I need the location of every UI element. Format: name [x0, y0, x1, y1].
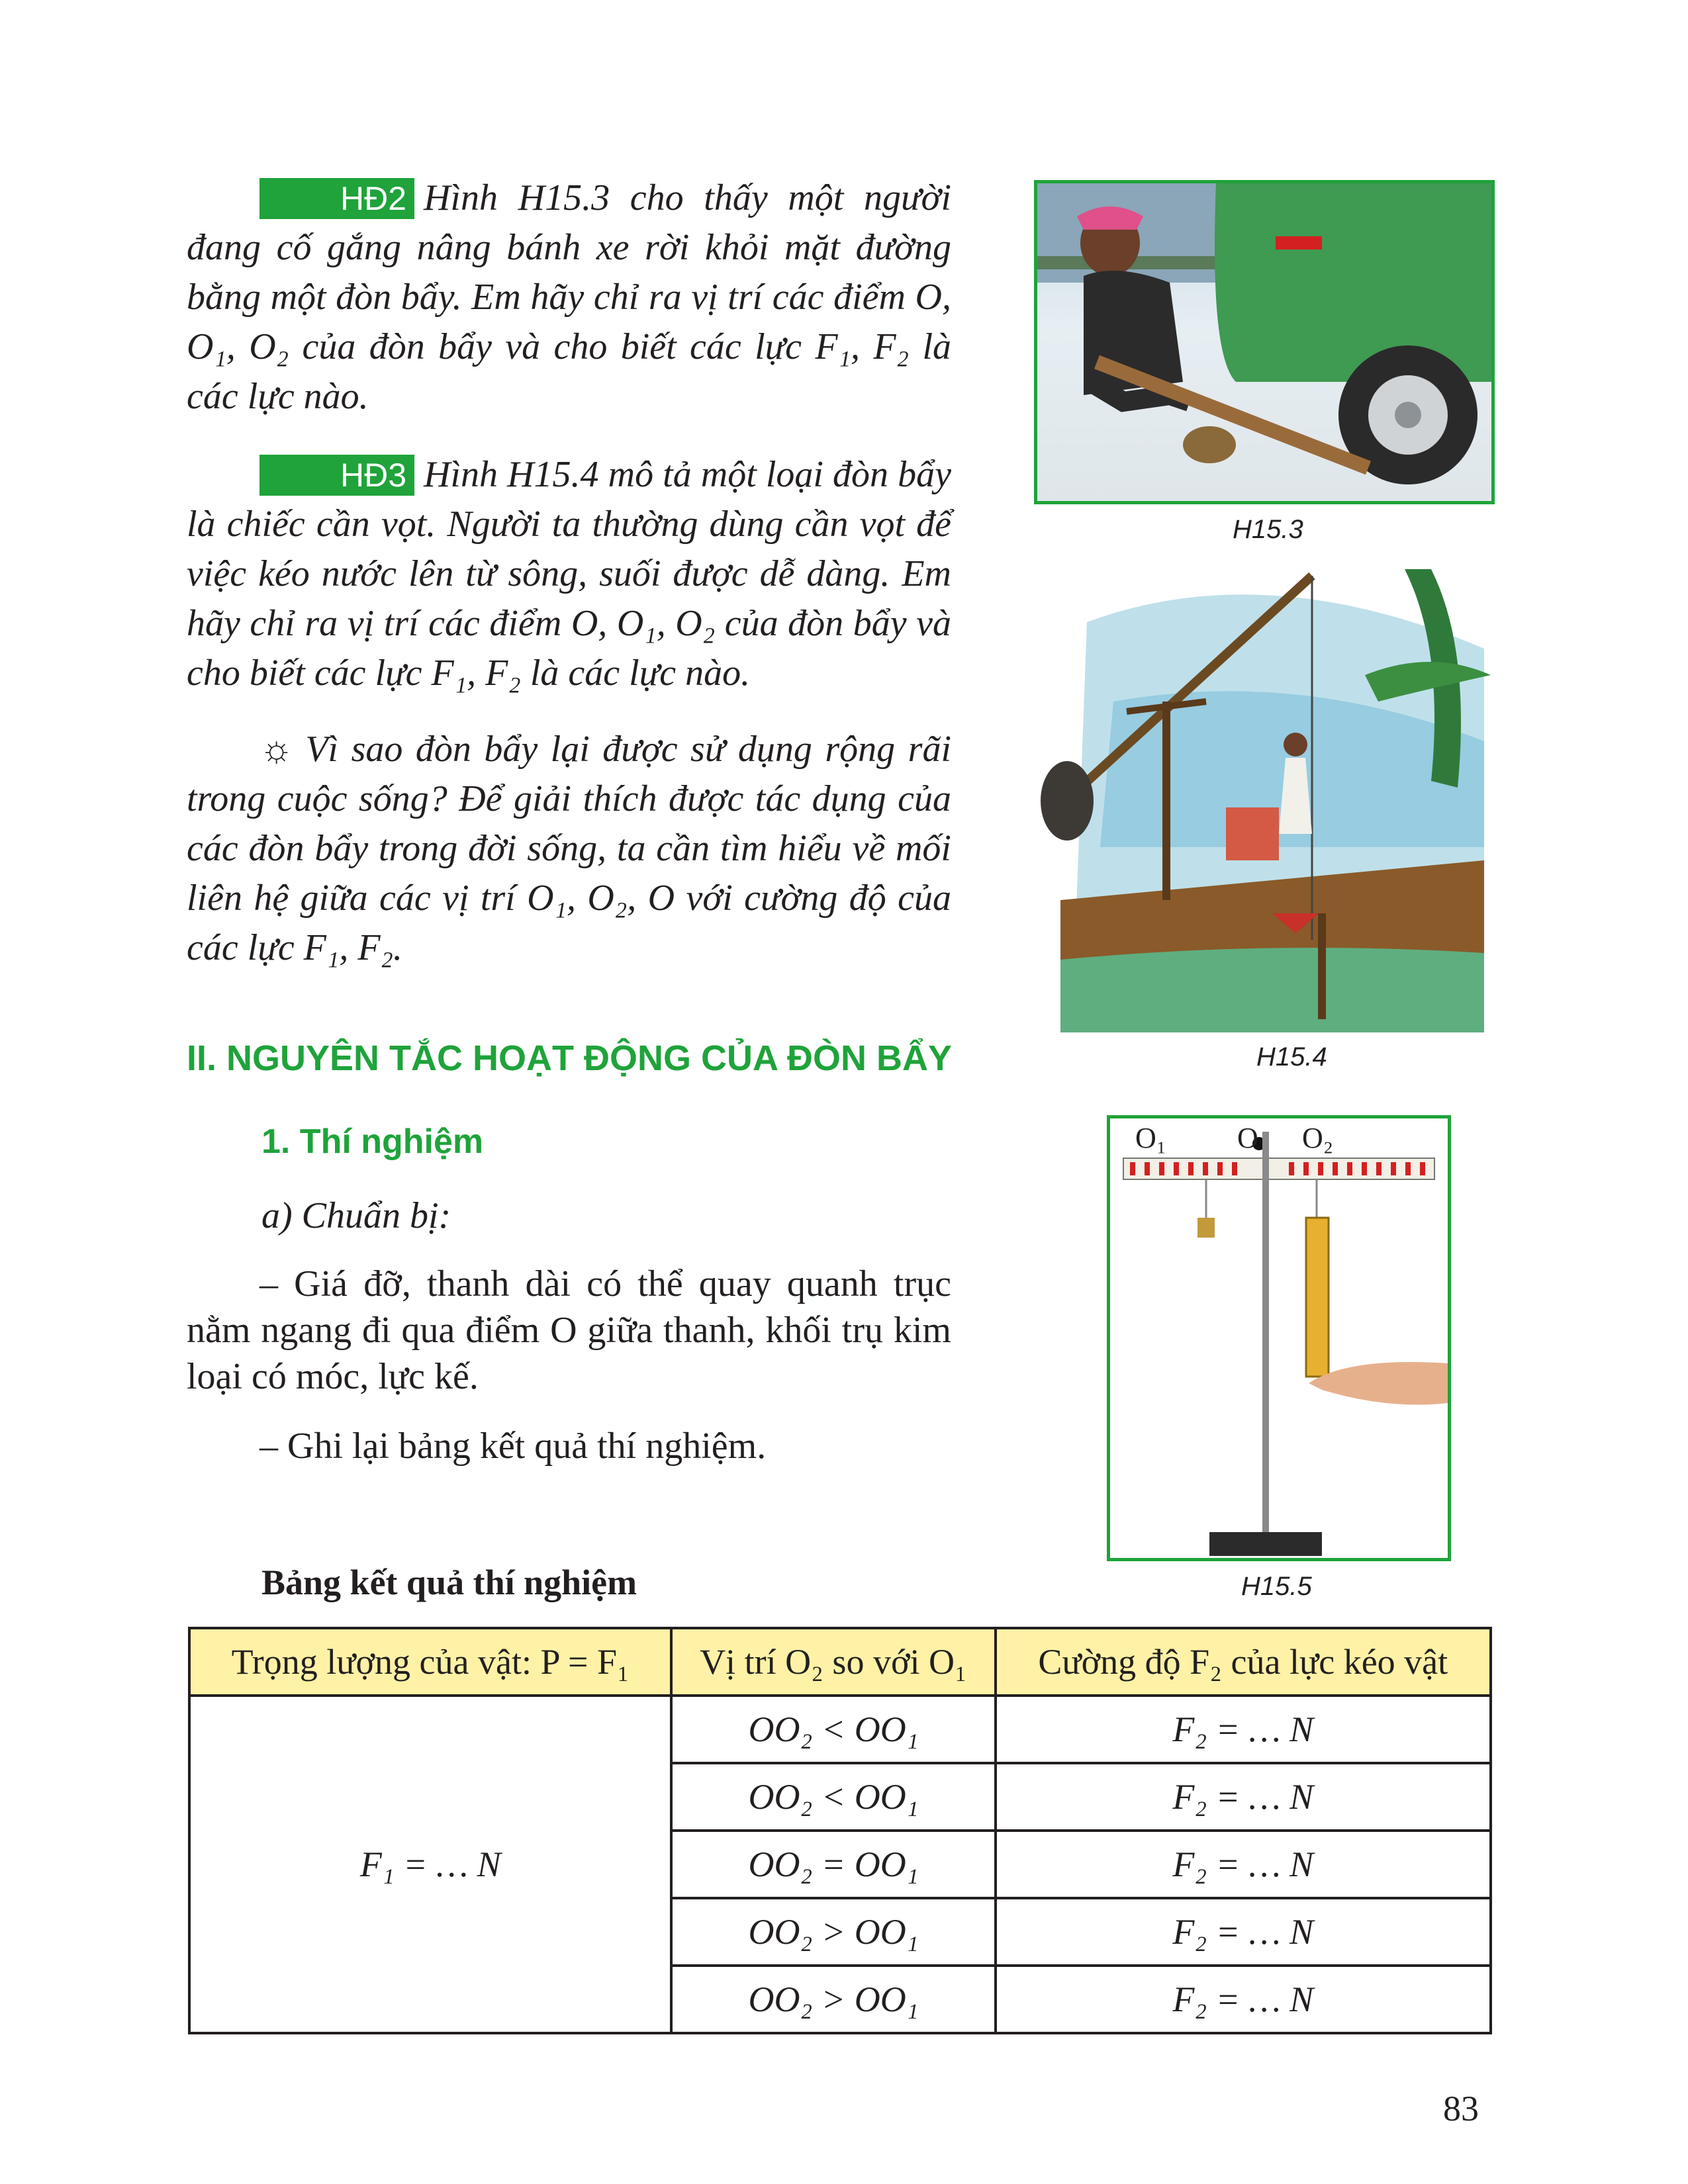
force-cell: F₂ = … N: [996, 1831, 1491, 1898]
prep-item-2: – Ghi lại bảng kết quả thí nghiệm.: [259, 1426, 767, 1467]
force-cell: F₂ = … N: [996, 1898, 1491, 1966]
label-o2: O₂: [1302, 1122, 1334, 1154]
hd3-text: Hình H15.4 mô tả một loại đòn bẩy là chiếc cần vọt. Người ta thường dùng cần vọt để việc kéo nước lên từ sông, suối được dễ dàng. Em hãy chỉ ra vị trí các điểm O, O₁, O₂ của đòn bẩy và cho biết các lực F₁, F₂ là các lực nào.: [187, 454, 951, 694]
caption-h15-5: H15.5: [1241, 1572, 1312, 1601]
section-heading: II. NGUYÊN TẮC HOẠT ĐỘNG CỦA ĐÒN BẨY: [187, 1038, 953, 1078]
page-number: 83: [1443, 2089, 1479, 2128]
label-o: O: [1237, 1122, 1258, 1154]
table-header-row: [189, 1628, 1491, 1696]
header-position: Vị trí O₂ so với O₁: [671, 1628, 995, 1696]
table-row: [189, 1696, 1491, 1763]
position-cell: OO₂ > OO₁: [671, 1966, 995, 2033]
header-force: Cường độ F₂ của lực kéo vật: [996, 1628, 1491, 1696]
results-table: [188, 1627, 1492, 2034]
figure-h15-3: [1034, 180, 1495, 504]
hd2-text: Hình H15.3 cho thấy một người đang cố gắng nâng bánh xe rời khỏi mặt đường bằng một đòn bẩy. Em hãy chỉ ra vị trí các điểm O, O₁, O₂ của đòn bẩy và cho biết các lực F₁, F₂ là các lực nào.: [187, 177, 951, 417]
position-cell: OO₂ > OO₁: [671, 1898, 995, 1966]
hd3-tag: HĐ3: [259, 455, 414, 496]
header-weight: Trọng lượng của vật: P = F₁: [189, 1628, 671, 1696]
force-cell: F₂ = … N: [996, 1763, 1491, 1831]
force-cell: F₂ = … N: [996, 1966, 1491, 2033]
intro-paragraph: [187, 725, 951, 973]
force-cell: F₂ = … N: [996, 1696, 1491, 1763]
subsection-heading: 1. Thí nghiệm: [261, 1122, 484, 1161]
table-title: Bảng kết quả thí nghiệm: [261, 1563, 637, 1602]
position-cell: OO₂ < OO₁: [671, 1696, 995, 1763]
hd2-paragraph: [187, 173, 951, 422]
position-cell: OO₂ < OO₁: [671, 1763, 995, 1831]
intro-text: Vì sao đòn bẩy lại được sử dụng rộng rãi trong cuộc sống? Để giải thích được tác dụng của các đòn bẩy trong đời sống, ta cần tìm hiểu về mối liên hệ giữa các vị trí O₁, O₂, O với cường độ của các lực F₁, F₂.: [187, 729, 951, 968]
label-o1: O₁: [1135, 1122, 1167, 1154]
figure-h15-4: [1034, 569, 1495, 1032]
position-cell: OO₂ = OO₁: [671, 1831, 995, 1898]
weight-cell: F₁ = … N: [189, 1696, 671, 2033]
caption-h15-3: H15.3: [1233, 515, 1303, 544]
sun-icon: ☼: [259, 729, 294, 770]
prep-label: a) Chuẩn bị:: [261, 1195, 451, 1236]
prep-item-1: – Giá đỡ, thanh dài có thể quay quanh trục nằm ngang đi qua điểm O giữa thanh, khối trụ kim loại có móc, lực kế.: [187, 1263, 951, 1397]
caption-h15-4: H15.4: [1256, 1042, 1327, 1071]
hd2-tag: HĐ2: [259, 178, 414, 219]
hd3-paragraph: [187, 450, 951, 698]
figure-h15-5: [1107, 1115, 1451, 1561]
